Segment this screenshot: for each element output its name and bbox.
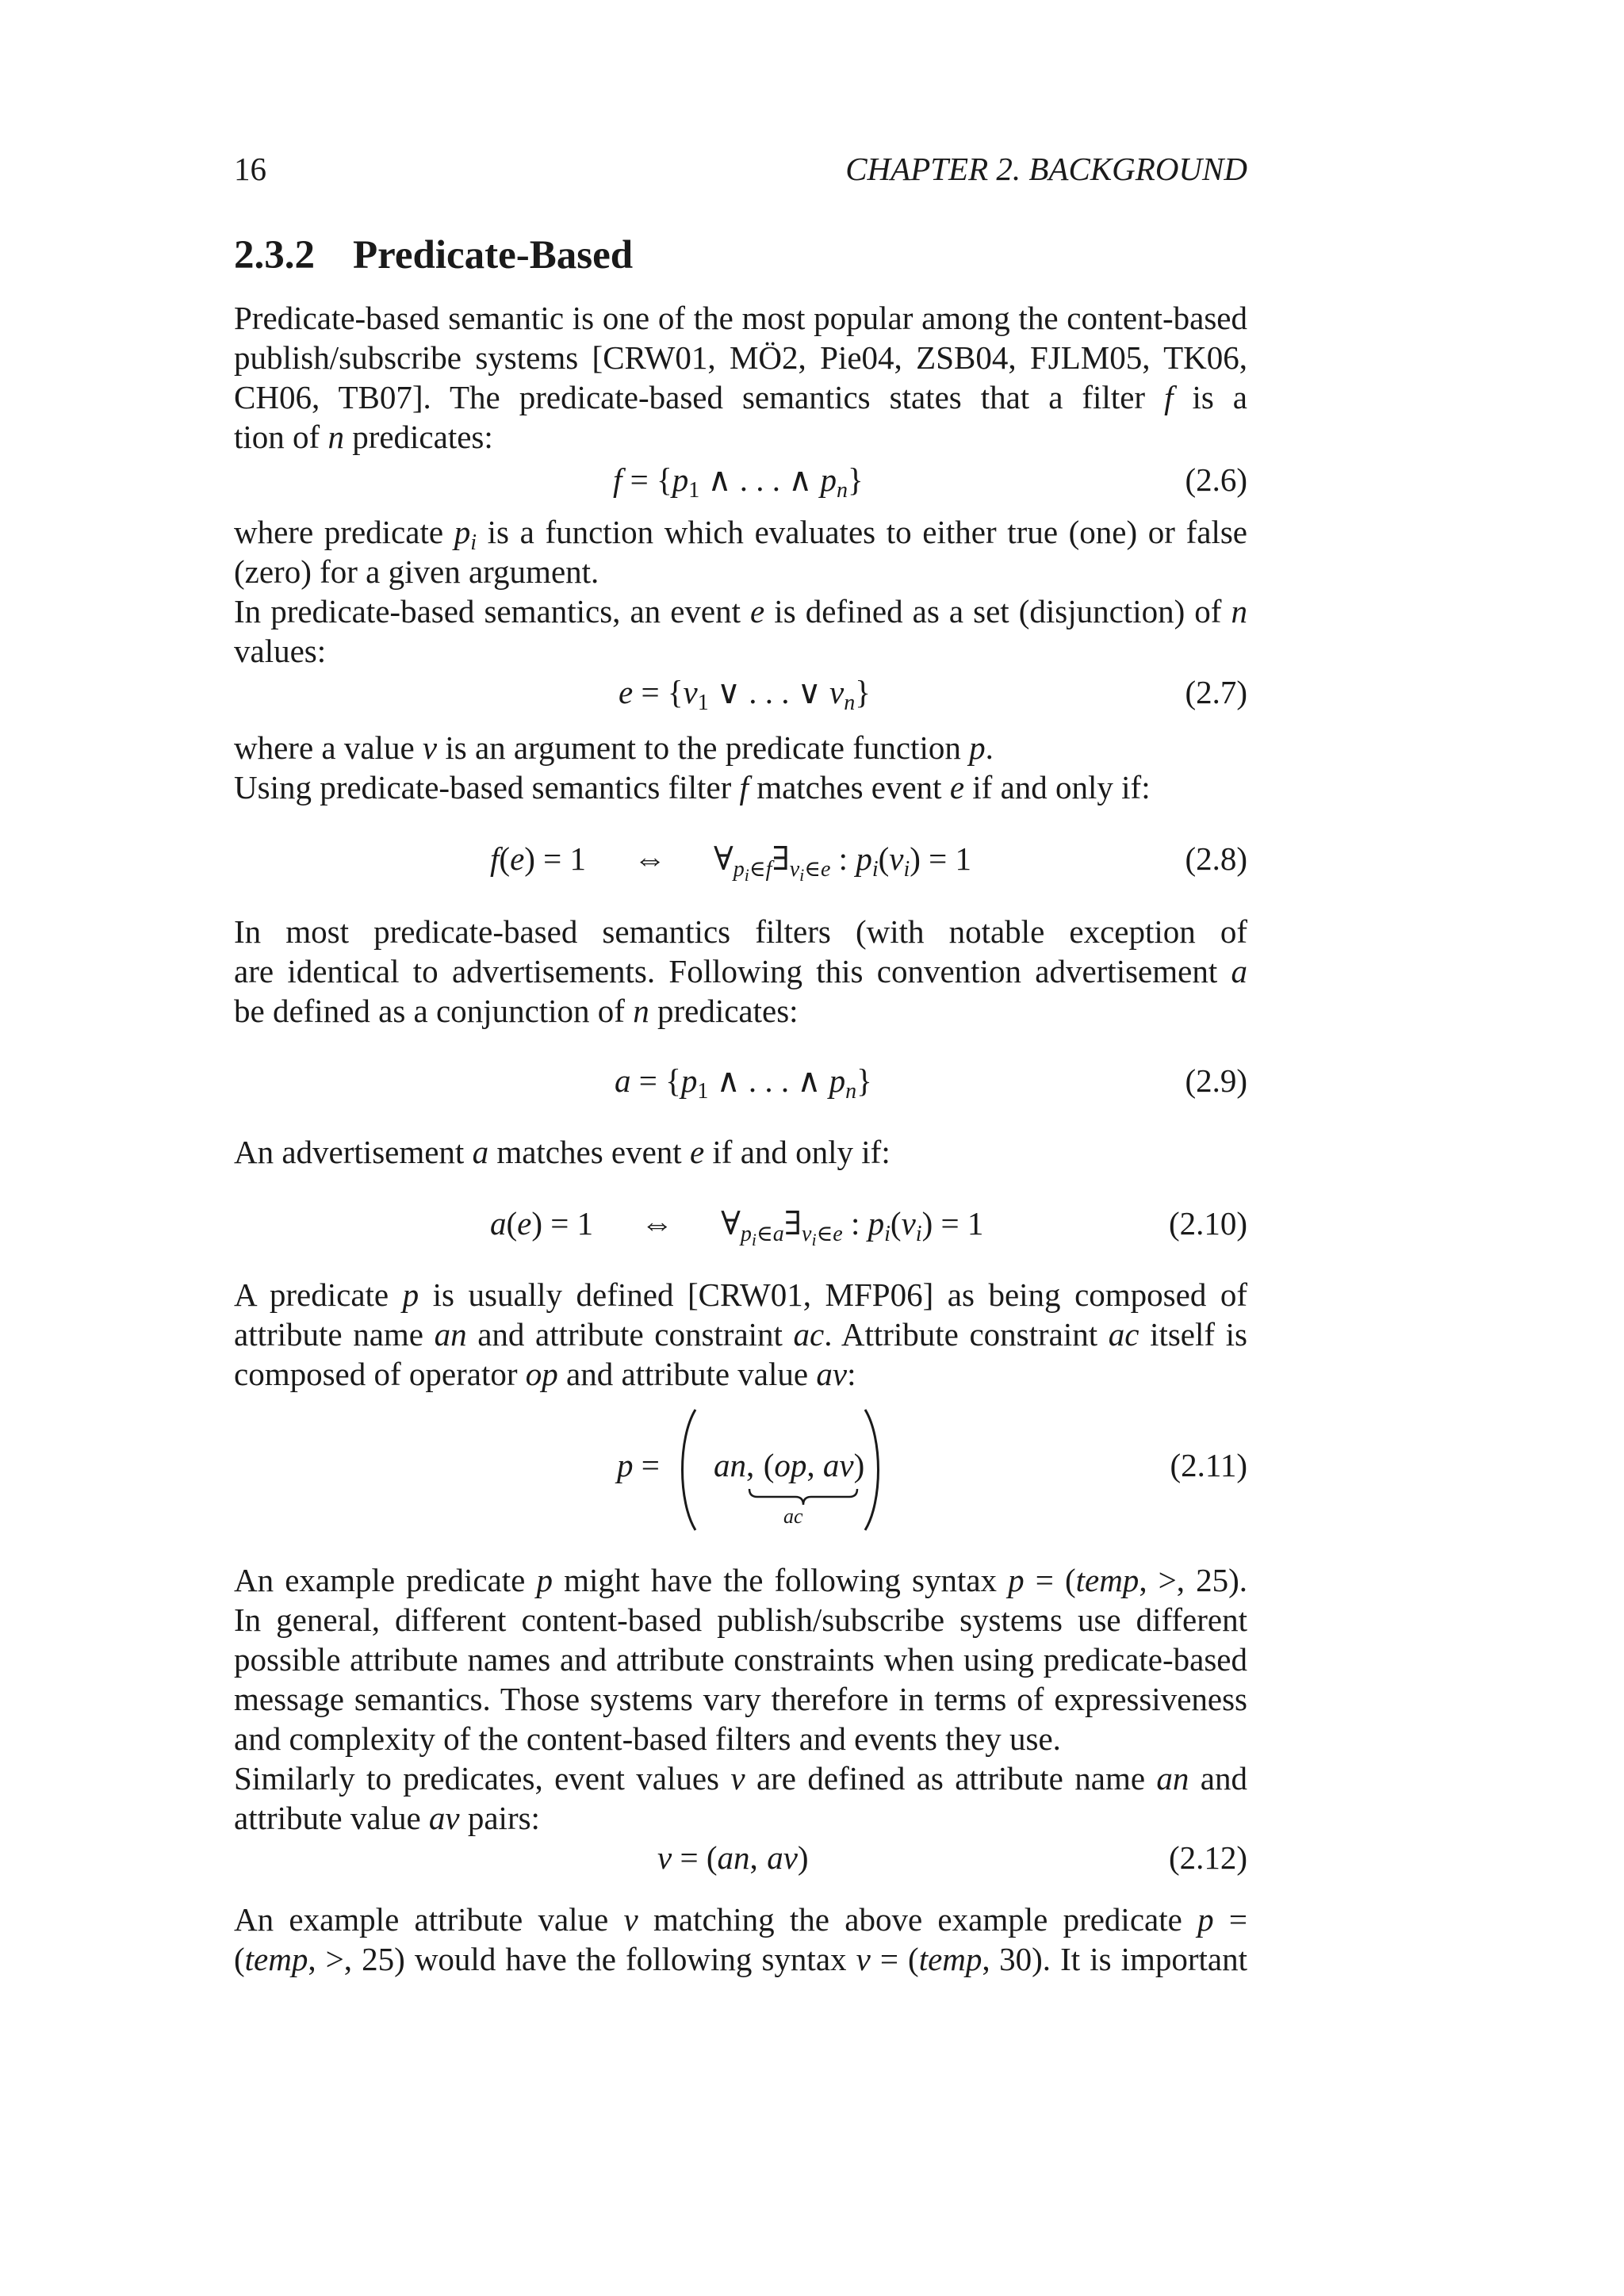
equation-inner: an, (op, av) [714,1447,865,1483]
equation-number: (2.9) [1185,1062,1247,1099]
text-line: tion of n predicates: [234,419,493,455]
equation-lhs: p = [617,1447,660,1483]
text-line: values: [234,633,327,669]
equation-2-8 [234,839,1247,885]
left-paren-icon [672,1406,703,1533]
text-line: publish/subscribe systems [CRW01, MÖ2, Pie04, ZSB04, FJLM05, TK06, [234,339,1247,376]
text-line: Predicate-based semantic is one of the most popular among the content-based [234,300,1247,336]
text-line: are identical to advertisements. Following this convention advertisement a [234,953,1247,989]
text-line: A predicate p is usually defined [CRW01, MFP06] as being composed of [234,1276,1247,1313]
text-line: Using predicate-based semantics filter f matches event e if and only if: [234,769,1151,806]
paragraph [234,912,1247,1031]
equation-number: (2.8) [1185,840,1247,877]
equation-2-12 [234,1838,1247,1877]
paragraph [234,1132,1247,1172]
text-line: An advertisement a matches event e if and only if: [234,1134,891,1170]
text-line: composed of operator op and attribute value av: [234,1356,856,1392]
paragraph [234,728,1247,807]
text-line: In general, different content-based publish/subscribe systems use different [234,1601,1247,1638]
text-line: In most predicate-based semantics filters (with notable exception of [234,913,1247,950]
equation-number: (2.7) [1185,674,1247,710]
equation-number: (2.11) [1170,1447,1247,1483]
equation-body: $f = \{p_1$ ∧ . . . ∧ $p_n$} [613,461,864,503]
underbrace-label: ac [783,1505,803,1528]
section-number: 2.3.2 [234,233,315,277]
text-line: An example attribute value v matching the above example predicate p = [234,1901,1247,1938]
equation-body: f(e) = 1 ⇔ $\forall_{p_i\in f}\exists_{v_i\in e}$ : $p_i(v_i) = 1$ [490,840,972,885]
text-line: message semantics. Those systems vary therefore in terms of expressiveness [234,1681,1247,1717]
equation-2-10 [234,1203,1247,1249]
paragraph [234,1275,1247,1394]
equation-body: v = (an, av) [657,1839,809,1876]
equation-number: (2.6) [1185,461,1247,498]
paragraph [234,298,1247,457]
equation-body: $e = \{v_1$ ∨ . . . ∨ $v_n$} [619,674,871,715]
text-line: (zero) for a given argument. [234,553,599,590]
text-line: where a value v is an argument to the predicate function p. [234,729,994,766]
equation-number: (2.10) [1168,1205,1247,1242]
section-heading [234,232,633,279]
equation-body: $a = \{p_1$ ∧ . . . ∧ $p_n$} [615,1062,872,1104]
equation-number: (2.12) [1168,1839,1247,1876]
equation-2-11 [234,1402,1247,1536]
text-line: (temp, >, 25) would have the following syntax v = (temp, 30). It is important [234,1941,1247,1977]
paragraph [234,1900,1247,1979]
chapter-title: CHAPTER 2. BACKGROUND [845,151,1247,187]
equation-2-6 [234,460,1247,503]
text-line: be defined as a conjunction of n predicates: [234,993,799,1029]
running-header [234,149,1247,189]
page-number: 16 [234,151,266,187]
text-line: attribute name an and attribute constraint ac. Attribute constraint ac itself is [234,1316,1247,1353]
text-line: where predicate $p_i$ is a function which evaluates to either true (one) or false [234,514,1247,552]
equation-2-7 [234,672,1247,715]
text-line: In predicate-based semantics, an event e is defined as a set (disjunction) of n [234,593,1247,629]
paragraph [234,1560,1247,1838]
underbrace-icon [748,1487,859,1506]
paragraph [234,512,1247,671]
text-line: possible attribute names and attribute constraints when using predicate-based [234,1641,1247,1678]
section-title: Predicate-Based [353,233,634,277]
right-paren-icon [857,1406,889,1533]
equation-2-9 [234,1061,1247,1104]
equation-body: a(e) = 1 ⇔ $\forall_{p_i\in a}\exists_{v_i\in e}$ : $p_i(v_i) = 1$ [490,1205,984,1249]
text-line: An example predicate p might have the following syntax p = (temp, >, 25). [234,1562,1247,1598]
text-line: and complexity of the content-based filters and events they use. [234,1720,1061,1757]
text-line: Similarly to predicates, event values v are defined as attribute name an and [234,1760,1247,1797]
text-line: CH06, TB07]. The predicate-based semantics states that a filter f is a [234,379,1247,415]
text-line: attribute value av pairs: [234,1800,540,1836]
